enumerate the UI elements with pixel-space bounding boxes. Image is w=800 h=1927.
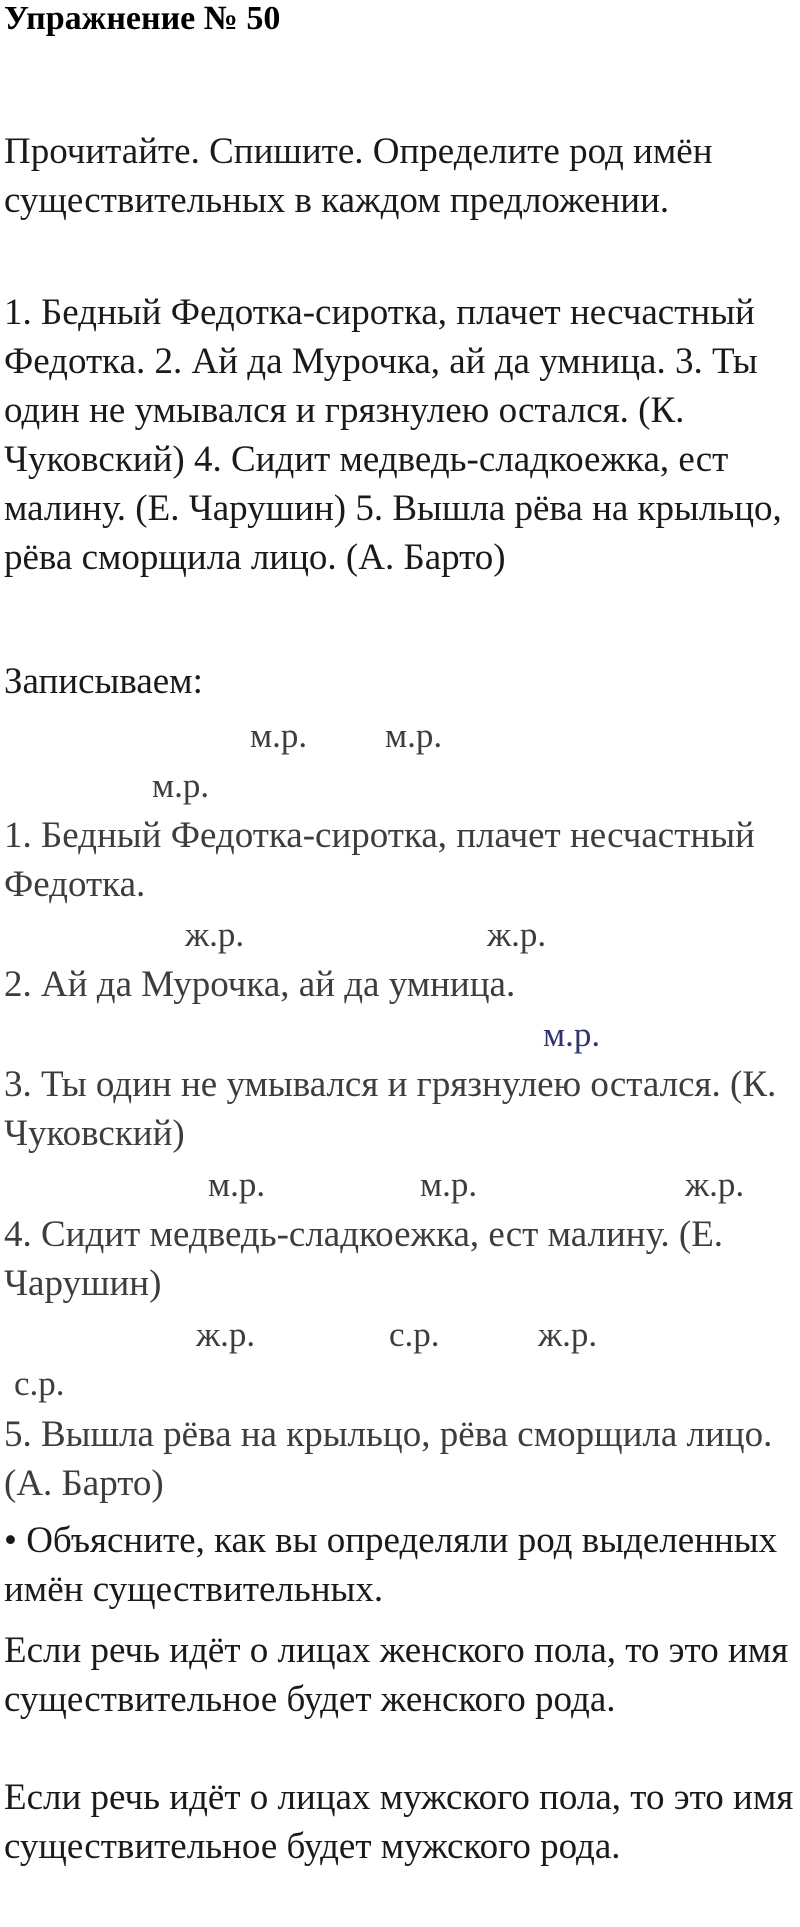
question: • Объясните, как вы определяли род выделенных имён существительных. bbox=[4, 1520, 778, 1610]
gender-mark: м.р. bbox=[543, 1015, 601, 1054]
gender-mark: м.р. bbox=[420, 1165, 478, 1204]
gender-mark: с.р. bbox=[389, 1315, 440, 1354]
gender-mark: м.р. bbox=[250, 716, 308, 755]
gender-mark: с.р. bbox=[14, 1364, 65, 1403]
task-instructions: Прочитайте. Спишите. Определите род имён существительных в каждом предложении. bbox=[4, 131, 713, 221]
answer-sentence-1: 1. Бедный Федотка-сиротка, плачет несчастный Федотка. bbox=[4, 815, 755, 905]
answer-sentence-2: 2. Ай да Мурочка, ай да умница. bbox=[4, 964, 516, 1005]
gender-mark: м.р. bbox=[208, 1165, 266, 1204]
gender-mark: м.р. bbox=[152, 766, 210, 805]
explanation-female: Если речь идёт о лицах женского пола, то это имя существительное будет женского рода. bbox=[4, 1630, 789, 1720]
source-text: 1. Бедный Федотка-сиротка, плачет несчастный Федотка. 2. Ай да Мурочка, ай да умница. 3. Ты один не умывался и грязнулею остался. (К. Чуковский) 4. Сидит медведь-сладкоежка, ест малину. (Е. Чарушин) 5. Вышла рёва на крыльцо, рёва сморщила лицо. (А. Барто) bbox=[4, 292, 782, 578]
exercise-title: Упражнение № 50 bbox=[4, 0, 281, 37]
gender-mark: ж.р. bbox=[538, 1315, 598, 1354]
answer-sentence-5: 5. Вышла рёва на крыльцо, рёва сморщила лицо. (А. Барто) bbox=[4, 1414, 773, 1504]
gender-mark: ж.р. bbox=[685, 1165, 745, 1204]
write-label: Записываем: bbox=[4, 661, 203, 702]
answer-sentence-3: 3. Ты один не умывался и грязнулею остался. (К. Чуковский) bbox=[4, 1064, 777, 1154]
gender-mark: ж.р. bbox=[487, 915, 547, 954]
answer-sentence-4: 4. Сидит медведь-сладкоежка, ест малину. (Е. Чарушин) bbox=[4, 1214, 724, 1304]
explanation-male: Если речь идёт о лицах мужского пола, то это имя существительное будет мужского рода. bbox=[4, 1777, 794, 1867]
gender-mark: ж.р. bbox=[196, 1315, 256, 1354]
gender-mark: м.р. bbox=[385, 716, 443, 755]
gender-mark: ж.р. bbox=[185, 915, 245, 954]
